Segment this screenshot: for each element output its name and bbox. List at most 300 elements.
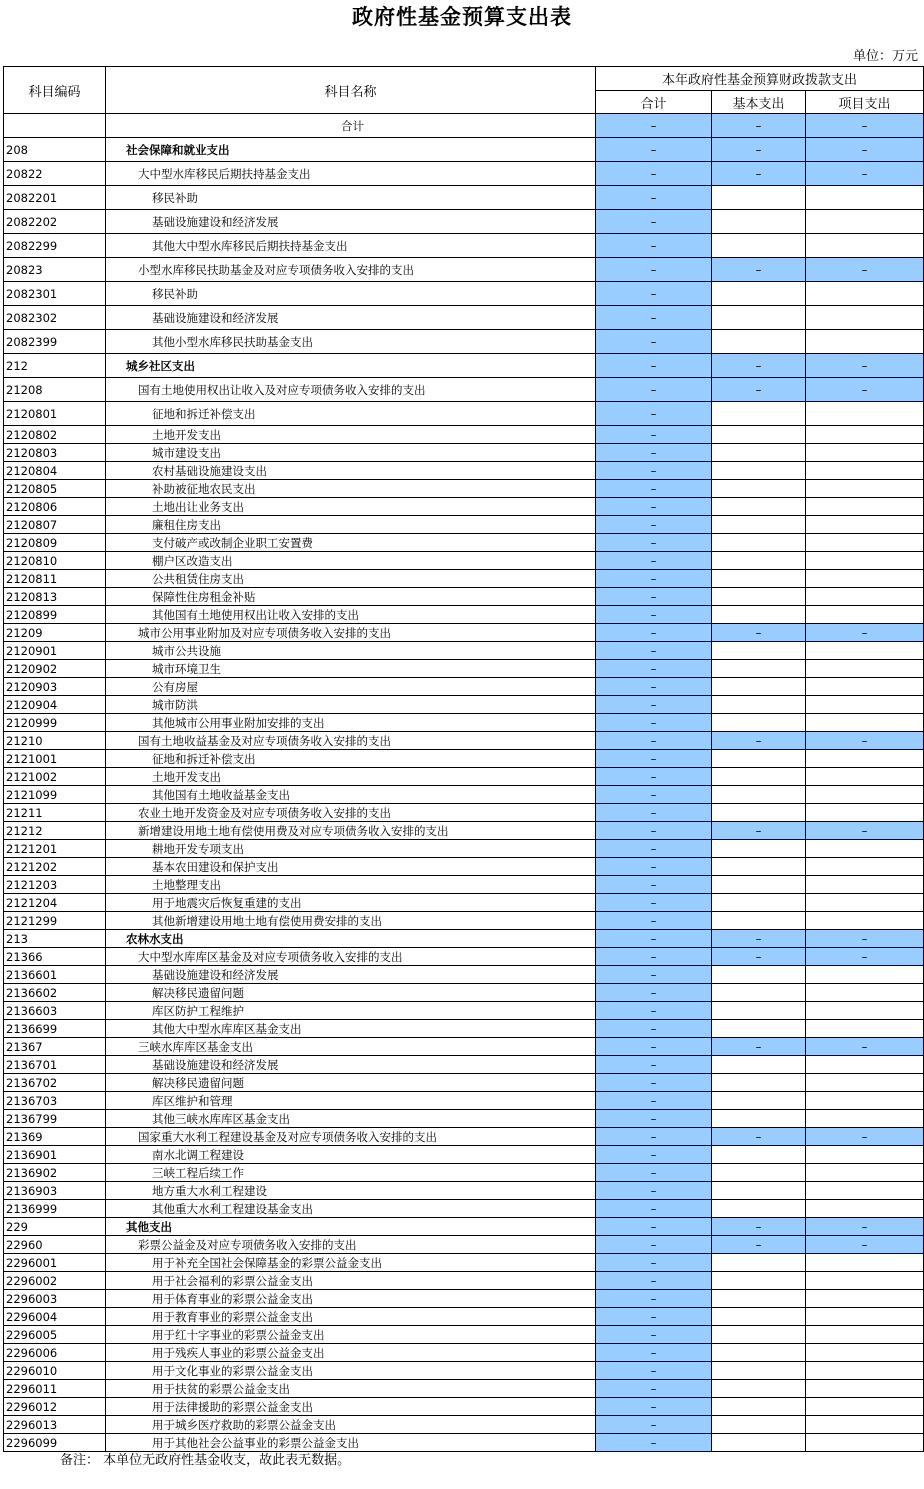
row-name: 棚户区改造支出 bbox=[152, 553, 233, 568]
row-name-cell bbox=[106, 462, 596, 480]
row-name: 解决移民遗留问题 bbox=[152, 985, 244, 1000]
row-total-value: – bbox=[596, 234, 712, 258]
row-name: 用于文化事业的彩票公益金支出 bbox=[152, 1363, 313, 1378]
row-code: 21210 bbox=[4, 732, 106, 750]
row-project-value bbox=[806, 642, 924, 660]
row-name: 用于体育事业的彩票公益金支出 bbox=[152, 1291, 313, 1306]
row-code: 2296006 bbox=[4, 1344, 106, 1362]
row-basic-value bbox=[712, 1020, 806, 1038]
row-name-cell bbox=[106, 606, 596, 624]
table-row bbox=[4, 696, 924, 714]
row-code: 2120807 bbox=[4, 516, 106, 534]
table-row bbox=[4, 1290, 924, 1308]
row-project-value bbox=[806, 426, 924, 444]
row-project-value bbox=[806, 282, 924, 306]
row-name-cell bbox=[106, 1434, 596, 1452]
row-code: 208 bbox=[4, 138, 106, 162]
table-row bbox=[4, 948, 924, 966]
row-project-value bbox=[806, 402, 924, 426]
row-basic-value bbox=[712, 714, 806, 732]
row-name: 移民补助 bbox=[152, 286, 198, 301]
row-name: 城市公共设施 bbox=[152, 643, 221, 658]
row-total-value: – bbox=[596, 1110, 712, 1128]
row-project-value: – bbox=[806, 1038, 924, 1056]
table-row bbox=[4, 1002, 924, 1020]
row-name-cell bbox=[106, 912, 596, 930]
row-total-value: – bbox=[596, 426, 712, 444]
row-project-value: – bbox=[806, 162, 924, 186]
row-basic-value bbox=[712, 1074, 806, 1092]
row-project-value bbox=[806, 912, 924, 930]
row-code: 2296012 bbox=[4, 1398, 106, 1416]
page-title: 政府性基金预算支出表 bbox=[352, 4, 572, 29]
table-row bbox=[4, 1344, 924, 1362]
row-total-value: – bbox=[596, 1164, 712, 1182]
row-code: 2120801 bbox=[4, 402, 106, 426]
row-code: 2136903 bbox=[4, 1182, 106, 1200]
row-name: 补助被征地农民支出 bbox=[152, 481, 256, 496]
row-basic-value bbox=[712, 1434, 806, 1452]
table-row bbox=[4, 552, 924, 570]
row-basic-value bbox=[712, 234, 806, 258]
row-name-cell bbox=[106, 876, 596, 894]
row-name-cell bbox=[106, 1092, 596, 1110]
row-project-value bbox=[806, 804, 924, 822]
row-basic-value bbox=[712, 306, 806, 330]
row-project-value bbox=[806, 234, 924, 258]
header-group: 本年政府性基金预算财政拨款支出 bbox=[596, 67, 924, 91]
table-row bbox=[4, 714, 924, 732]
table-row bbox=[4, 354, 924, 378]
row-code: 2136999 bbox=[4, 1200, 106, 1218]
row-name: 大中型水库库区基金及对应专项债务收入安排的支出 bbox=[138, 949, 403, 964]
table-row bbox=[4, 282, 924, 306]
row-name: 其他支出 bbox=[126, 1219, 172, 1234]
row-total-value: – bbox=[596, 1272, 712, 1290]
row-project-value bbox=[806, 696, 924, 714]
row-name-cell bbox=[106, 480, 596, 498]
row-basic-value bbox=[712, 1398, 806, 1416]
row-basic-value bbox=[712, 660, 806, 678]
row-name-cell bbox=[106, 858, 596, 876]
row-basic-value bbox=[712, 876, 806, 894]
row-basic-value bbox=[712, 570, 806, 588]
table-row bbox=[4, 894, 924, 912]
row-total-value: – bbox=[596, 1128, 712, 1146]
table-header bbox=[4, 67, 924, 114]
table-row bbox=[4, 1254, 924, 1272]
row-name-cell bbox=[106, 114, 596, 138]
row-basic-value bbox=[712, 642, 806, 660]
row-name: 解决移民遗留问题 bbox=[152, 1075, 244, 1090]
row-basic-value bbox=[712, 1272, 806, 1290]
table-row bbox=[4, 984, 924, 1002]
row-code: 2120809 bbox=[4, 534, 106, 552]
row-project-value bbox=[806, 1056, 924, 1074]
row-name: 用于地震灾后恢复重建的支出 bbox=[152, 895, 302, 910]
row-name: 城市环境卫生 bbox=[152, 661, 221, 676]
row-project-value bbox=[806, 1326, 924, 1344]
table-row bbox=[4, 444, 924, 462]
row-name-cell bbox=[106, 378, 596, 402]
row-name-cell bbox=[106, 822, 596, 840]
table-row bbox=[4, 1164, 924, 1182]
table-row bbox=[4, 1362, 924, 1380]
row-basic-value bbox=[712, 1146, 806, 1164]
table-row bbox=[4, 1434, 924, 1452]
row-name: 农林水支出 bbox=[126, 931, 184, 946]
row-project-value bbox=[806, 840, 924, 858]
header-name: 科目名称 bbox=[106, 67, 596, 114]
row-total-value: – bbox=[596, 1326, 712, 1344]
row-total-value: – bbox=[596, 1056, 712, 1074]
row-name-cell bbox=[106, 1416, 596, 1434]
row-code: 2120999 bbox=[4, 714, 106, 732]
row-code: 2082301 bbox=[4, 282, 106, 306]
row-code: 2082399 bbox=[4, 330, 106, 354]
row-basic-value bbox=[712, 534, 806, 552]
row-code: 21367 bbox=[4, 1038, 106, 1056]
row-name: 其他国有土地收益基金支出 bbox=[152, 787, 290, 802]
table-row bbox=[4, 804, 924, 822]
row-total-value: – bbox=[596, 1254, 712, 1272]
row-total-value: – bbox=[596, 624, 712, 642]
row-total-value: – bbox=[596, 696, 712, 714]
table-row bbox=[4, 1092, 924, 1110]
row-code: 2296010 bbox=[4, 1362, 106, 1380]
row-name: 用于补充全国社会保障基金的彩票公益金支出 bbox=[152, 1255, 382, 1270]
row-code: 2121002 bbox=[4, 768, 106, 786]
table-row bbox=[4, 462, 924, 480]
row-total-value: – bbox=[596, 402, 712, 426]
row-name: 地方重大水利工程建设 bbox=[152, 1183, 267, 1198]
row-name-cell bbox=[106, 732, 596, 750]
row-name-cell bbox=[106, 162, 596, 186]
row-name: 其他大中型水库移民后期扶持基金支出 bbox=[152, 238, 348, 253]
row-basic-value bbox=[712, 1416, 806, 1434]
table-row bbox=[4, 876, 924, 894]
row-code: 21209 bbox=[4, 624, 106, 642]
table-row bbox=[4, 1416, 924, 1434]
row-total-value: – bbox=[596, 186, 712, 210]
row-name-cell bbox=[106, 696, 596, 714]
row-basic-value bbox=[712, 1200, 806, 1218]
row-code: 2136701 bbox=[4, 1056, 106, 1074]
row-total-value: – bbox=[596, 948, 712, 966]
row-basic-value bbox=[712, 966, 806, 984]
row-name: 耕地开发专项支出 bbox=[152, 841, 244, 856]
row-basic-value: – bbox=[712, 624, 806, 642]
table-row bbox=[4, 858, 924, 876]
row-name-cell bbox=[106, 1146, 596, 1164]
row-basic-value bbox=[712, 804, 806, 822]
row-name-cell bbox=[106, 1236, 596, 1254]
row-basic-value: – bbox=[712, 1218, 806, 1236]
row-name: 土地开发支出 bbox=[152, 769, 221, 784]
table-row bbox=[4, 678, 924, 696]
row-total-value: – bbox=[596, 1416, 712, 1434]
row-code: 2121001 bbox=[4, 750, 106, 768]
table-row bbox=[4, 588, 924, 606]
row-basic-value bbox=[712, 1380, 806, 1398]
row-total-value: – bbox=[596, 210, 712, 234]
row-name: 其他重大水利工程建设基金支出 bbox=[152, 1201, 313, 1216]
row-basic-value bbox=[712, 678, 806, 696]
row-name: 农村基础设施建设支出 bbox=[152, 463, 267, 478]
row-name-cell bbox=[106, 1290, 596, 1308]
row-name: 彩票公益金及对应专项债务收入安排的支出 bbox=[138, 1237, 357, 1252]
table-row bbox=[4, 912, 924, 930]
row-project-value bbox=[806, 1092, 924, 1110]
row-name: 用于其他社会公益事业的彩票公益金支出 bbox=[152, 1435, 359, 1450]
row-name-cell bbox=[106, 804, 596, 822]
row-project-value: – bbox=[806, 138, 924, 162]
row-total-value: – bbox=[596, 1380, 712, 1398]
row-total-value: – bbox=[596, 306, 712, 330]
row-basic-value bbox=[712, 210, 806, 234]
row-project-value bbox=[806, 768, 924, 786]
row-name: 其他城市公用事业附加安排的支出 bbox=[152, 715, 325, 730]
table-row bbox=[4, 162, 924, 186]
row-name: 农业土地开发资金及对应专项债务收入安排的支出 bbox=[138, 805, 391, 820]
row-code: 2120903 bbox=[4, 678, 106, 696]
row-code: 2136602 bbox=[4, 984, 106, 1002]
row-total-value: – bbox=[596, 1290, 712, 1308]
table-row bbox=[4, 1200, 924, 1218]
row-basic-value bbox=[712, 1344, 806, 1362]
row-code: 2082302 bbox=[4, 306, 106, 330]
row-name: 其他大中型水库库区基金支出 bbox=[152, 1021, 302, 1036]
row-total-value: – bbox=[596, 642, 712, 660]
row-name: 公共租赁住房支出 bbox=[152, 571, 244, 586]
row-code: 2120902 bbox=[4, 660, 106, 678]
footnote: 备注： 本单位无政府性基金收支，故此表无数据。 bbox=[60, 1453, 351, 1468]
table-row bbox=[4, 1272, 924, 1290]
row-code: 2136902 bbox=[4, 1164, 106, 1182]
row-name: 其他小型水库移民扶助基金支出 bbox=[152, 334, 313, 349]
row-code: 21212 bbox=[4, 822, 106, 840]
header-project: 项目支出 bbox=[806, 91, 924, 114]
row-name-cell bbox=[106, 966, 596, 984]
row-code: 2296002 bbox=[4, 1272, 106, 1290]
row-total-value: – bbox=[596, 162, 712, 186]
row-basic-value bbox=[712, 444, 806, 462]
row-name-cell bbox=[106, 1380, 596, 1398]
row-basic-value bbox=[712, 768, 806, 786]
row-total-value: – bbox=[596, 1074, 712, 1092]
row-total-value: – bbox=[596, 660, 712, 678]
row-total-value: – bbox=[596, 930, 712, 948]
row-name: 土地出让业务支出 bbox=[152, 499, 244, 514]
table-row bbox=[4, 138, 924, 162]
row-name: 移民补助 bbox=[152, 190, 198, 205]
row-code: 21211 bbox=[4, 804, 106, 822]
row-basic-value bbox=[712, 786, 806, 804]
row-code: 2121202 bbox=[4, 858, 106, 876]
row-basic-value bbox=[712, 894, 806, 912]
row-project-value bbox=[806, 894, 924, 912]
row-total-value: – bbox=[596, 1218, 712, 1236]
row-project-value bbox=[806, 786, 924, 804]
table-row bbox=[4, 966, 924, 984]
row-project-value bbox=[806, 1434, 924, 1452]
row-total-value: – bbox=[596, 750, 712, 768]
row-total-value: – bbox=[596, 1344, 712, 1362]
row-name: 三峡水库库区基金支出 bbox=[138, 1039, 253, 1054]
row-name-cell bbox=[106, 1056, 596, 1074]
row-name-cell bbox=[106, 840, 596, 858]
row-name: 国有土地使用权出让收入及对应专项债务收入安排的支出 bbox=[138, 382, 426, 397]
row-code: 2120805 bbox=[4, 480, 106, 498]
row-code: 2082201 bbox=[4, 186, 106, 210]
table-row bbox=[4, 114, 924, 138]
row-total-value: – bbox=[596, 876, 712, 894]
row-basic-value bbox=[712, 696, 806, 714]
table-row bbox=[4, 1074, 924, 1092]
row-name: 城市建设支出 bbox=[152, 445, 221, 460]
row-code: 2120810 bbox=[4, 552, 106, 570]
row-name-cell bbox=[106, 234, 596, 258]
table-row bbox=[4, 378, 924, 402]
table-row bbox=[4, 786, 924, 804]
row-code: 2136799 bbox=[4, 1110, 106, 1128]
row-basic-value: – bbox=[712, 1038, 806, 1056]
row-name-cell bbox=[106, 1362, 596, 1380]
row-basic-value bbox=[712, 1308, 806, 1326]
row-project-value bbox=[806, 1002, 924, 1020]
table-row bbox=[4, 534, 924, 552]
row-name: 其他国有土地使用权出让收入安排的支出 bbox=[152, 607, 359, 622]
row-project-value bbox=[806, 966, 924, 984]
row-name-cell bbox=[106, 498, 596, 516]
row-name-cell bbox=[106, 1182, 596, 1200]
row-project-value bbox=[806, 984, 924, 1002]
row-name-cell bbox=[106, 444, 596, 462]
row-project-value: – bbox=[806, 930, 924, 948]
row-name-cell bbox=[106, 354, 596, 378]
row-name-cell bbox=[106, 1218, 596, 1236]
row-name-cell bbox=[106, 948, 596, 966]
row-code: 213 bbox=[4, 930, 106, 948]
row-code: 229 bbox=[4, 1218, 106, 1236]
row-name: 用于城乡医疗救助的彩票公益金支出 bbox=[152, 1417, 336, 1432]
row-name: 基础设施建设和经济发展 bbox=[152, 967, 279, 982]
row-basic-value bbox=[712, 912, 806, 930]
row-basic-value bbox=[712, 462, 806, 480]
row-project-value: – bbox=[806, 1128, 924, 1146]
row-name: 基础设施建设和经济发展 bbox=[152, 214, 279, 229]
row-total-value: – bbox=[596, 1146, 712, 1164]
table-row bbox=[4, 306, 924, 330]
table-row bbox=[4, 1146, 924, 1164]
row-total-value: – bbox=[596, 258, 712, 282]
row-code: 21208 bbox=[4, 378, 106, 402]
row-code: 2296005 bbox=[4, 1326, 106, 1344]
row-code: 2136702 bbox=[4, 1074, 106, 1092]
row-total-value: – bbox=[596, 786, 712, 804]
row-code: 2296013 bbox=[4, 1416, 106, 1434]
row-project-value bbox=[806, 1272, 924, 1290]
row-project-value: – bbox=[806, 1218, 924, 1236]
table-row bbox=[4, 1056, 924, 1074]
row-basic-value bbox=[712, 858, 806, 876]
row-project-value: – bbox=[806, 378, 924, 402]
row-code: 2296099 bbox=[4, 1434, 106, 1452]
row-basic-value: – bbox=[712, 930, 806, 948]
row-project-value bbox=[806, 1362, 924, 1380]
expenditure-table bbox=[3, 66, 924, 1452]
row-code: 22960 bbox=[4, 1236, 106, 1254]
row-project-value bbox=[806, 750, 924, 768]
row-name-cell bbox=[106, 402, 596, 426]
row-code: 21369 bbox=[4, 1128, 106, 1146]
row-total-value: – bbox=[596, 444, 712, 462]
row-total-value: – bbox=[596, 678, 712, 696]
row-project-value bbox=[806, 1164, 924, 1182]
row-basic-value: – bbox=[712, 138, 806, 162]
row-total-value: – bbox=[596, 552, 712, 570]
table-row bbox=[4, 426, 924, 444]
row-project-value: – bbox=[806, 114, 924, 138]
row-name: 公有房屋 bbox=[152, 679, 198, 694]
row-project-value bbox=[806, 330, 924, 354]
row-name-cell bbox=[106, 624, 596, 642]
row-name-cell bbox=[106, 1038, 596, 1056]
row-code bbox=[4, 114, 106, 138]
header-code: 科目编码 bbox=[4, 67, 106, 114]
table-row bbox=[4, 234, 924, 258]
row-code: 2296011 bbox=[4, 1380, 106, 1398]
row-basic-value bbox=[712, 330, 806, 354]
row-total-value: – bbox=[596, 732, 712, 750]
row-basic-value bbox=[712, 750, 806, 768]
row-project-value bbox=[806, 498, 924, 516]
row-project-value bbox=[806, 462, 924, 480]
row-project-value bbox=[806, 570, 924, 588]
row-total-value: – bbox=[596, 498, 712, 516]
row-name-cell bbox=[106, 1326, 596, 1344]
row-basic-value: – bbox=[712, 258, 806, 282]
row-name-cell bbox=[106, 714, 596, 732]
row-basic-value bbox=[712, 1326, 806, 1344]
row-project-value bbox=[806, 1146, 924, 1164]
row-total-value: – bbox=[596, 1182, 712, 1200]
row-code: 2136603 bbox=[4, 1002, 106, 1020]
row-project-value: – bbox=[806, 624, 924, 642]
row-code: 2120803 bbox=[4, 444, 106, 462]
row-name: 三峡工程后续工作 bbox=[152, 1165, 244, 1180]
table-row bbox=[4, 840, 924, 858]
table-row bbox=[4, 1326, 924, 1344]
row-basic-value bbox=[712, 1182, 806, 1200]
row-name-cell bbox=[106, 588, 596, 606]
row-code: 2120811 bbox=[4, 570, 106, 588]
row-basic-value bbox=[712, 588, 806, 606]
row-name: 用于红十字事业的彩票公益金支出 bbox=[152, 1327, 325, 1342]
row-project-value bbox=[806, 1020, 924, 1038]
table-row bbox=[4, 498, 924, 516]
row-project-value: – bbox=[806, 822, 924, 840]
row-name: 其他新增建设用地土地有偿使用费安排的支出 bbox=[152, 913, 382, 928]
row-basic-value: – bbox=[712, 822, 806, 840]
row-total-value: – bbox=[596, 570, 712, 588]
row-basic-value bbox=[712, 1002, 806, 1020]
row-name: 国家重大水利工程建设基金及对应专项债务收入安排的支出 bbox=[138, 1129, 437, 1144]
table-row bbox=[4, 186, 924, 210]
table-row bbox=[4, 1020, 924, 1038]
row-project-value bbox=[806, 1380, 924, 1398]
row-name-cell bbox=[106, 570, 596, 588]
